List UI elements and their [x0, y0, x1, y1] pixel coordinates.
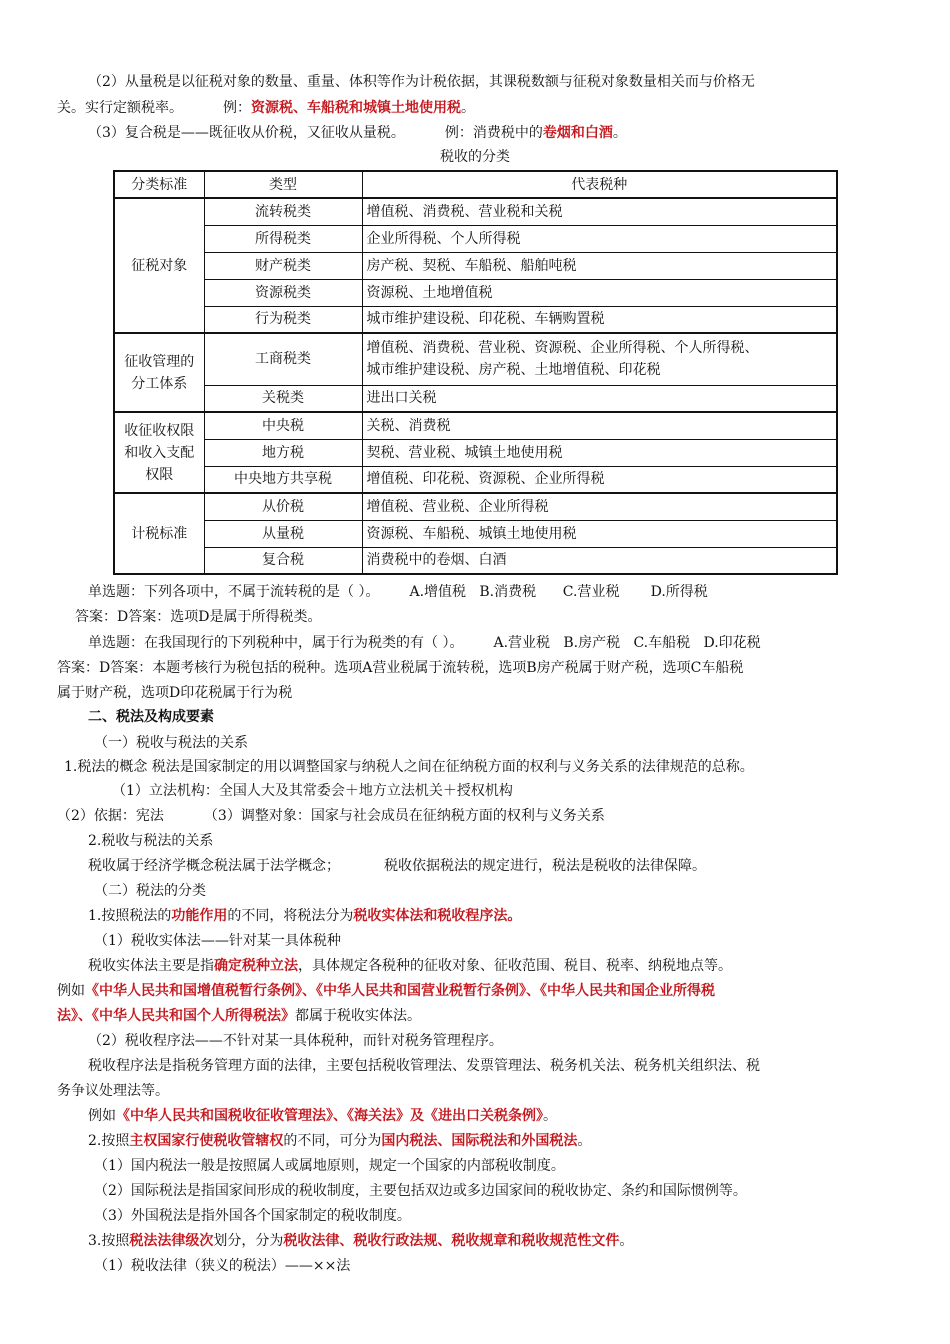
cell-taxes: 资源税、土地增值税 [362, 279, 837, 306]
question-2-options: A.营业税 B.房产税 C.车船税 D.印花税 [493, 635, 761, 651]
cell-type: 财产税类 [204, 252, 362, 279]
text-substantive-law: （1）税收实体法——针对某一具体税种 [94, 933, 341, 949]
text-period: 。 [461, 100, 475, 116]
text-period: 。 [612, 125, 627, 141]
text-specific-tax-line1: （2）从量税是以征税对象的数量、重量、体积等作为计税依据，其课税数额与征税对象数量相关而与价格无 [88, 74, 755, 90]
question-2-text: 单选题：在我国现行的下列税种中，属于行为税类的有（ ）。 [88, 635, 464, 651]
text-foreign-law: （3）外国税法是指外国各个国家制定的税收制度。 [94, 1208, 411, 1224]
text-run: 1.按照税法的 [88, 908, 172, 924]
text-tax-statute: （1）税收法律（狭义的税法）——××法 [94, 1258, 351, 1274]
cell-taxes: 进出口关税 [362, 385, 837, 412]
text-classification-3 [88, 1231, 633, 1251]
header-taxes: 代表税种 [362, 171, 837, 198]
table-caption: 税收的分类 [440, 149, 510, 165]
table-row [114, 493, 837, 520]
text-run: 都属于税收实体法。 [295, 1008, 421, 1024]
cell-type: 工商税类 [204, 333, 362, 385]
highlight-specific-tax-examples: 资源税、车船税和城镇土地使用税 [251, 100, 461, 116]
highlight-procedural-laws: 《中华人民共和国税收征收管理法》、《海关法》及《进出口关税条例》 [116, 1108, 543, 1124]
tax-classification-table [113, 170, 838, 575]
cell-taxes: 契税、营业税、城镇土地使用税 [362, 439, 837, 466]
text-compound-tax: （3）复合税是——既征收从价税，又征收从量税。 [88, 125, 405, 141]
text-compound-example: 例：消费税中的 [444, 125, 543, 141]
question-1-options: A.增值税 B.消费税 C.营业税 D.所得税 [409, 584, 708, 600]
text-run: 。 [619, 1233, 634, 1249]
text-run: 。 [577, 1133, 592, 1149]
header-standard: 分类标准 [114, 171, 204, 198]
highlight-jurisdiction: 主权国家行使税收管辖权 [129, 1133, 284, 1149]
table-row [114, 385, 837, 412]
text-legislative-body: （1）立法机构：全国人大及其常委会＋地方立法机关＋授权机构 [112, 783, 513, 799]
highlight-domestic-international: 国内税法、国际税法和外国税法 [381, 1133, 578, 1149]
text-international-law: （2）国际税法是指国家间形成的税收制度，主要包括双边或多边国家间的税收协定、条约和国际惯例等。 [94, 1183, 747, 1199]
cell-taxes-line1: 增值税、消费税、营业税、资源税、企业所得税、个人所得税、 [366, 340, 759, 357]
table-row [114, 547, 837, 574]
table-row [114, 439, 837, 466]
highlight-compound-tax-examples: 卷烟和白酒 [542, 125, 613, 141]
text-substantive-examples-cont [57, 1006, 421, 1026]
text-substantive-detail [88, 956, 732, 976]
cell-type: 中央税 [204, 412, 362, 439]
cell-taxes-line2: 城市维护建设税、房产税、土地增值税、印花税 [366, 362, 661, 379]
question-1-text: 单选题：下列各项中，不属于流转税的是（ ）。 [88, 584, 380, 600]
question-2 [88, 633, 761, 653]
cell-taxes: 企业所得税、个人所得税 [362, 225, 837, 252]
cell-standard [114, 412, 204, 493]
highlight-function: 功能作用 [171, 908, 228, 924]
text-procedural-detail: 税收程序法是指税务管理方面的法律，主要包括税收管理法、发票管理法、税务机关法、税务机关组织法、税 [88, 1058, 760, 1074]
header-type: 类型 [204, 171, 362, 198]
text-basis: （2）依据：宪法 [57, 808, 164, 824]
text-run: 税收实体法主要是指 [88, 958, 214, 974]
cell-taxes: 房产税、契税、车船税、船舶吨税 [362, 252, 837, 279]
text-basis-and-scope [57, 806, 605, 826]
answer-2-line1: 答案：D答案：本题考核行为税包括的税种。选项A营业税属于流转税，选项B房产税属于财产税，选项C车船税 [57, 660, 744, 676]
table-row [114, 520, 837, 547]
cell-type: 中央地方共享税 [204, 466, 362, 493]
table-row [114, 412, 837, 439]
question-1 [88, 582, 708, 602]
text-procedural-detail-cont: 务争议处理法等。 [57, 1083, 169, 1099]
text-run: ，具体规定各税种的征收对象、征收范围、税目、税率、纳税地点等。 [298, 958, 732, 974]
section-title: 二、税法及构成要素 [88, 709, 214, 725]
text-run: 的不同，将税法分为 [227, 908, 354, 924]
text-procedural-law: （2）税收程序法——不针对某一具体税种，而针对税务管理程序。 [88, 1033, 503, 1049]
highlight-law-titles-cont: 法》、《中华人民共和国个人所得税法》 [57, 1008, 295, 1024]
cell-taxes [362, 333, 837, 385]
highlight-law-titles: 《中华人民共和国增值税暂行条例》、《中华人民共和国营业税暂行条例》、《中华人民共和国企业所得税 [85, 983, 715, 999]
text-relation-b: 税收依据税法的规定进行，税法是税收的法律保障。 [384, 858, 706, 874]
cell-type: 流转税类 [204, 198, 362, 225]
table-row [114, 333, 837, 385]
highlight-law-levels: 税收法律、税收行政法规、税收规章和税收规范性文件 [283, 1233, 620, 1249]
cell-standard-line1: 征收管理的 [124, 353, 195, 370]
table-row [114, 198, 837, 225]
table-header-row [114, 171, 837, 198]
subsection-title-2: （二）税法的分类 [94, 883, 206, 899]
cell-type: 从价税 [204, 493, 362, 520]
text-run: 的不同，可分为 [283, 1133, 382, 1149]
table-row [114, 252, 837, 279]
cell-standard-line1: 收征收权限 [124, 422, 195, 439]
cell-taxes: 增值税、印花税、资源税、企业所得税 [362, 466, 837, 493]
text-tax-law-relation: 2.税收与税法的关系 [88, 833, 214, 849]
text-run: 例如 [57, 983, 85, 999]
paragraph-specific-tax [88, 72, 755, 92]
text-example-label: 例： [223, 100, 251, 116]
text-run: 3.按照 [88, 1233, 130, 1249]
text-procedural-examples [88, 1106, 557, 1126]
text-relation-detail [88, 856, 706, 876]
cell-standard-line3: 权限 [145, 466, 174, 483]
cell-taxes: 消费税中的卷烟、白酒 [362, 547, 837, 574]
cell-type: 行为税类 [204, 306, 362, 333]
cell-standard: 计税标准 [114, 493, 204, 574]
highlight-substantive-procedural: 税收实体法和税收程序法。 [353, 908, 522, 924]
text-run: 例如 [88, 1108, 116, 1124]
table-row [114, 225, 837, 252]
text-specific-tax-line2: 关。实行定额税率。 [57, 100, 183, 116]
text-scope: （3）调整对象：国家与社会成员在征纳税方面的权利与义务关系 [203, 808, 605, 824]
text-classification-1 [88, 906, 521, 926]
cell-standard: 征税对象 [114, 198, 204, 333]
paragraph-specific-tax-cont [57, 98, 475, 118]
text-run: 。 [543, 1108, 557, 1124]
text-tax-law-concept: 1.税法的概念 税法是国家制定的用以调整国家与纳税人之间在征纳税方面的权利与义务关系的法律规范的总称。 [64, 759, 754, 775]
text-domestic-law: （1）国内税法一般是按照属人或属地原则，规定一个国家的内部税收制度。 [94, 1158, 565, 1174]
cell-standard-line2: 分工体系 [131, 375, 188, 392]
table-row [114, 279, 837, 306]
highlight-legal-level: 税法法律级次 [129, 1233, 214, 1249]
cell-taxes: 城市维护建设税、印花税、车辆购置税 [362, 306, 837, 333]
cell-type: 关税类 [204, 385, 362, 412]
text-classification-2 [88, 1131, 591, 1151]
cell-taxes: 关税、消费税 [362, 412, 837, 439]
text-run: 2.按照 [88, 1133, 130, 1149]
cell-type: 复合税 [204, 547, 362, 574]
cell-taxes: 增值税、消费税、营业税和关税 [362, 198, 837, 225]
cell-taxes: 增值税、营业税、企业所得税 [362, 493, 837, 520]
cell-type: 所得税类 [204, 225, 362, 252]
cell-standard [114, 333, 204, 412]
table-row [114, 466, 837, 493]
answer-1: 答案：D答案：选项D是属于所得税类。 [75, 609, 322, 625]
table-row [114, 306, 837, 333]
subsection-title-1: （一）税收与税法的关系 [94, 735, 248, 751]
text-run: 划分，分为 [213, 1233, 284, 1249]
highlight-tax-legislation: 确定税种立法 [214, 958, 298, 974]
cell-standard-line2: 和收入支配 [124, 444, 195, 461]
paragraph-compound-tax [88, 123, 627, 143]
text-substantive-examples [57, 981, 715, 1001]
text-relation-a: 税收属于经济学概念税法属于法学概念； [88, 858, 340, 874]
cell-type: 从量税 [204, 520, 362, 547]
cell-type: 资源税类 [204, 279, 362, 306]
cell-type: 地方税 [204, 439, 362, 466]
answer-2-line2: 属于财产税，选项D印花税属于行为税 [57, 685, 293, 701]
cell-taxes: 资源税、车船税、城镇土地使用税 [362, 520, 837, 547]
